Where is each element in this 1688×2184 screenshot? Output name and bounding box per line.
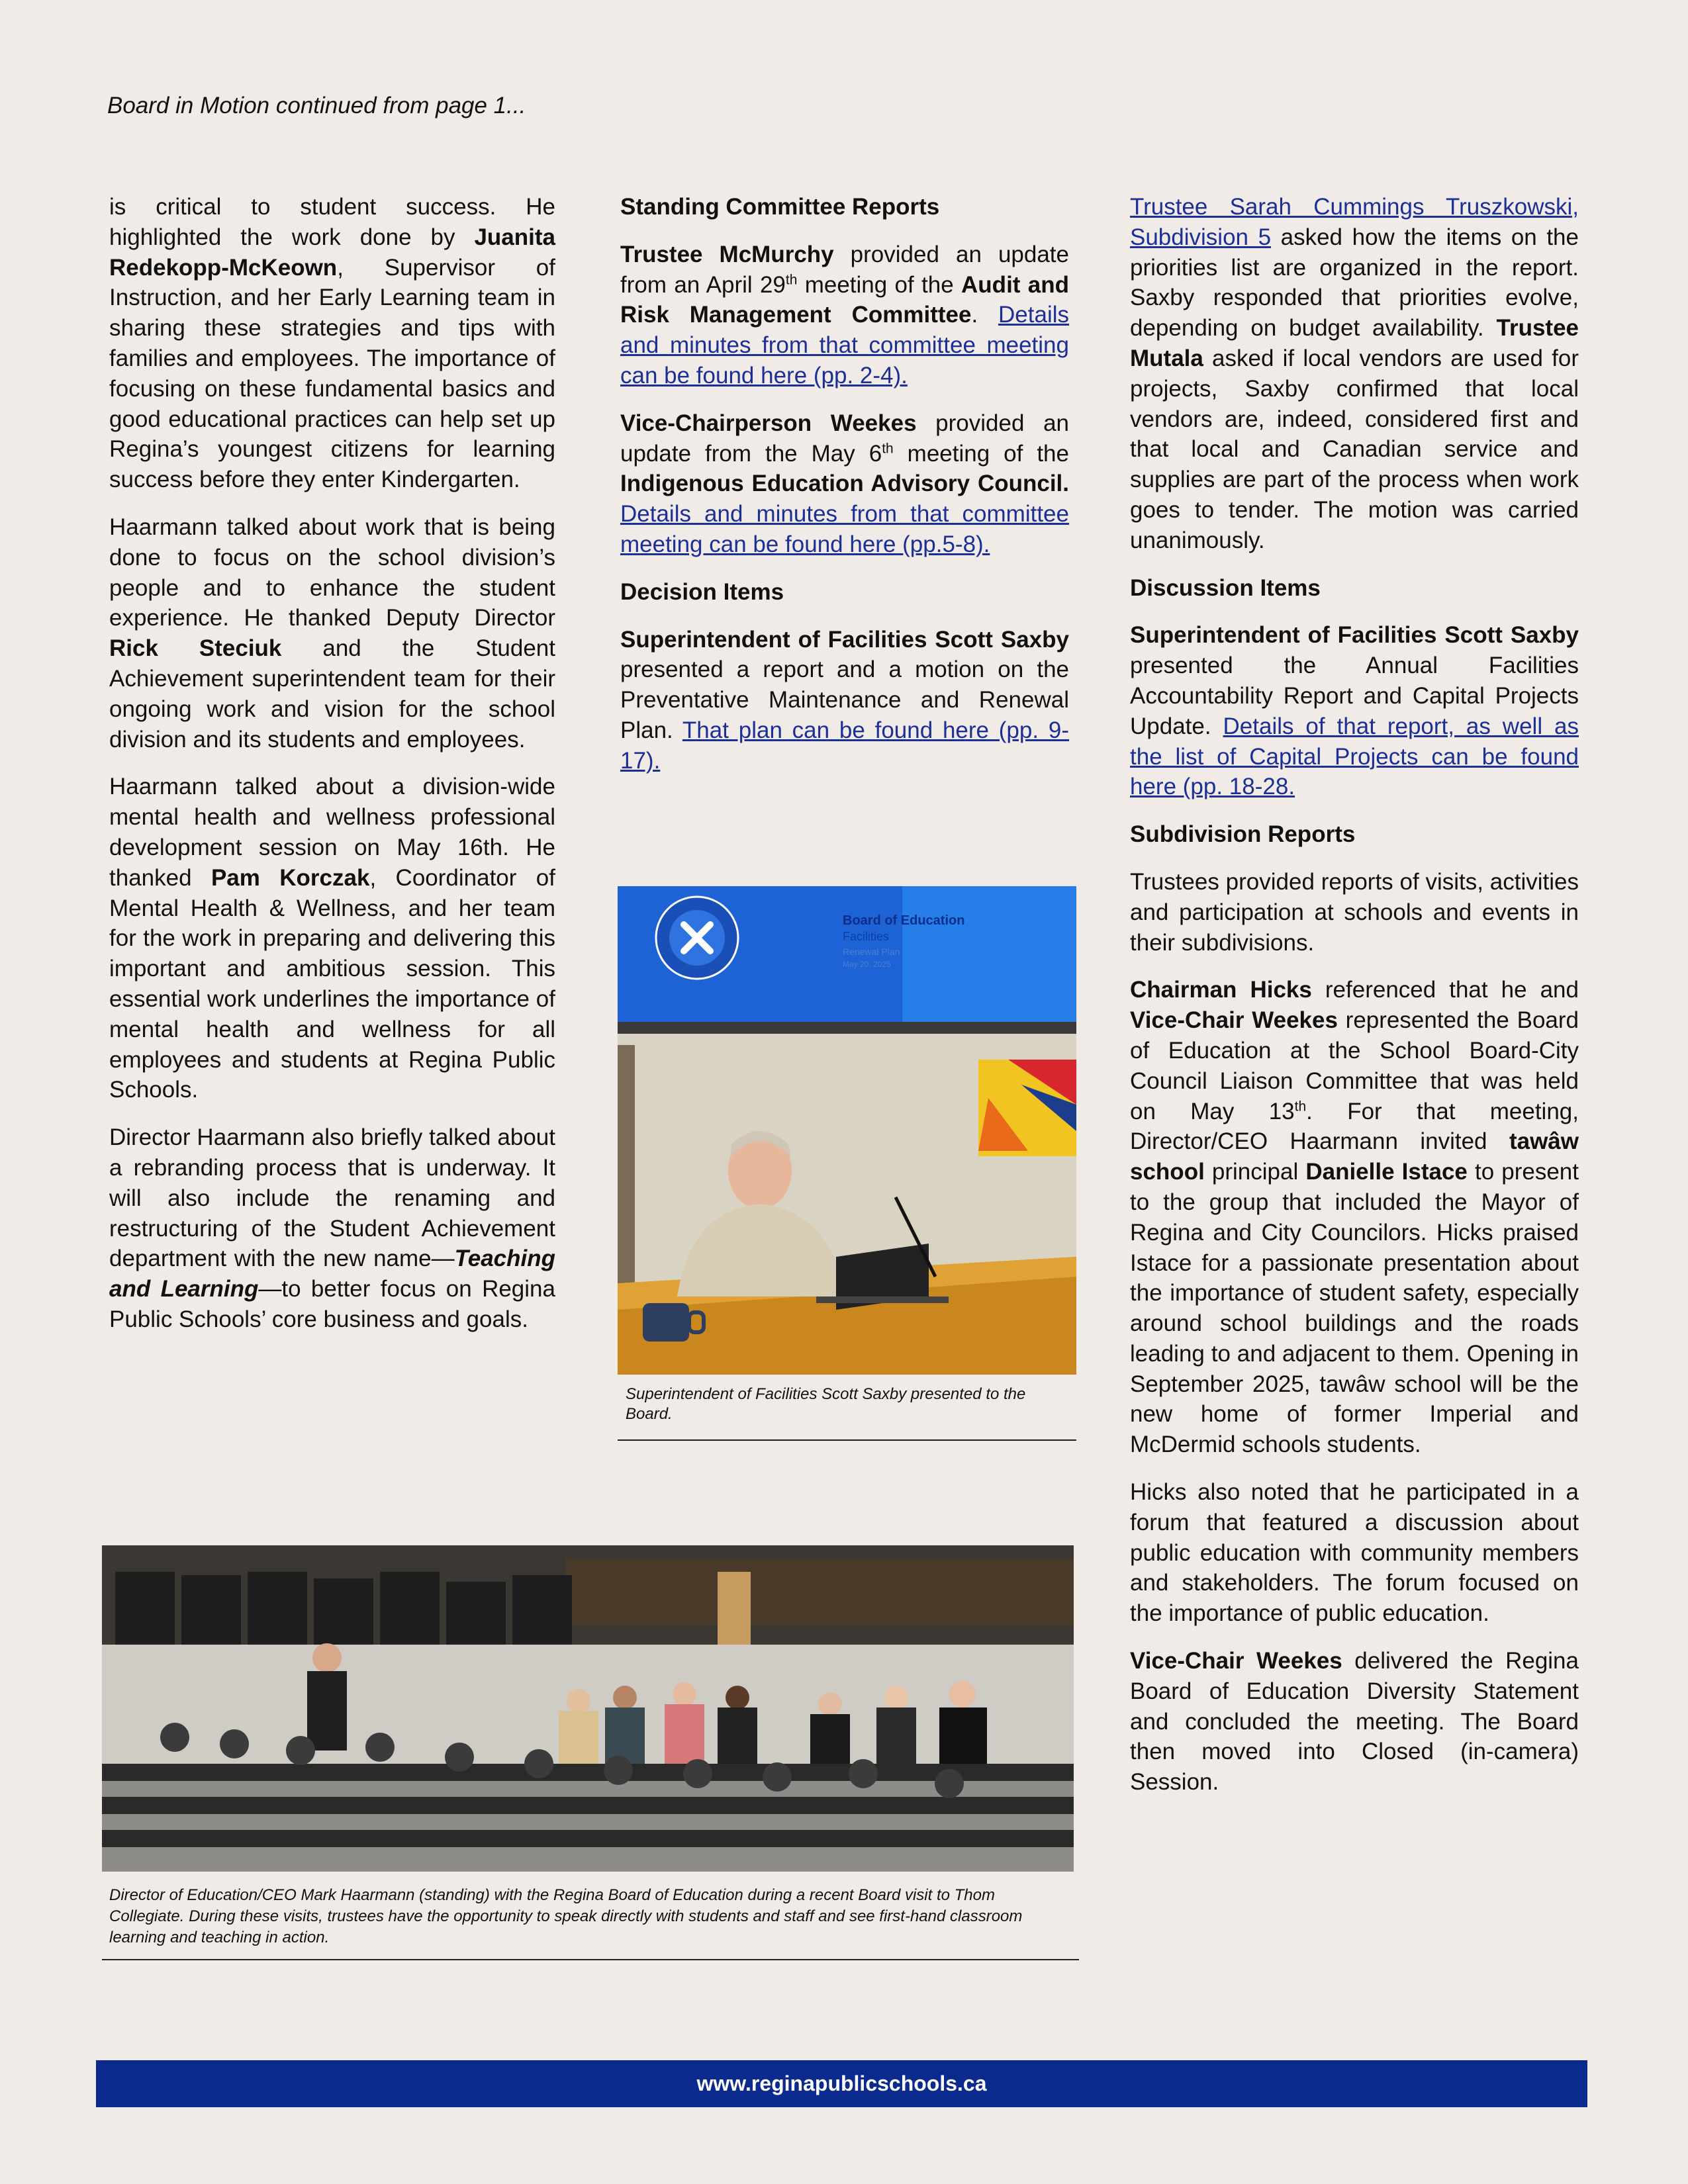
text-run: provided an update from an April 29 [620,241,1070,298]
paragraph [1130,867,1579,958]
text-run: asked if local vendors are used for projects, Saxby confirmed that local vendors are, indeed, considered first and that local and Canadian service and supplies are part of the process when work goes to tender. The motion was carried unanimously. [1130,345,1579,553]
paragraph [1130,1477,1579,1629]
details-link[interactable]: Details and minutes from that committee meeting can be found here (pp. 2-4). [620,302,1070,388]
text-run: Director Haarmann also briefly talked about a rebranding process that is underway. It will also include the renaming and restructuring of the Student Achievement department with the new name— [109,1124,555,1272]
details-link[interactable]: Trustee Sarah Cummings Truszkowski, Subdivision 5 [1130,194,1579,250]
text-run: Haarmann talked about work that is being done to focus on the school division’s people and to enhance the student experience. He thanked Deputy Director [109,514,555,631]
paragraph [1130,192,1579,556]
text-run: Haarmann talked about a division-wide mental health and wellness professional development session on May 16th. He thanked [109,774,555,891]
text-run: and the Student Achievement superintendent team for their ongoing work and vision for the school division and its students and employees. [109,635,555,752]
paragraph [620,408,1069,560]
slide-line: Facilities [843,930,890,943]
text-run: —to better focus on Regina Public Schools’ core business and goals. [109,1276,555,1332]
bold-name: Juanita Redekopp-McKeown [109,224,555,281]
text-run: . For that meeting, Director/CEO Haarmann invited [1130,1098,1579,1155]
text-run: presented the Annual Facilities Accountability Report and Capital Projects Update. [1130,653,1579,739]
paragraph [1130,1646,1579,1797]
text-run: meeting of the [797,271,962,298]
text-run: referenced that he and [1311,977,1579,1003]
text-run: . [971,302,999,328]
text-run: to present to the group that included the Mayor of Regina and City Councilors. Hicks praised Istace for a passionate presentation about the importance of student safety, especially around school buildings and the roads leading to and adjacent to them. Opening in September 2025, tawâw school will be the new home of former Imperial and McDermid schools students. [1130,1159,1579,1458]
continued-from-header: Board in Motion continued from page 1... [107,93,526,118]
bold-name: Rick Steciuk [109,635,282,662]
photo-saxby-presenting [618,886,1076,1375]
section-heading-discussion-items: Discussion Items [1130,574,1321,601]
paragraph [1130,975,1579,1460]
text-run: principal [1204,1159,1306,1185]
bold-name: Danielle Istace [1305,1159,1468,1185]
bold-name: Teaching and Learning [109,1246,555,1302]
ordinal-suffix: th [1294,1098,1307,1114]
text-run: provided an update from the May 6 [620,410,1069,467]
photo-caption-thom: Director of Education/CEO Mark Haarmann (standing) with the Regina Board of Education during a recent Board visit to Thom Collegiate. During these visits, trustees have the opportunity to speak directly with students and staff and see first-hand classroom learning and teaching in action. [109,1886,1023,1946]
bold-name: Indigenous Education Advisory Council. [620,471,1069,497]
text-run: is critical to student success. He highlighted the work done by [109,194,555,250]
paragraph [1130,620,1579,802]
footer-website-link[interactable]: www.reginapublicschools.ca [696,2071,987,2095]
ordinal-suffix: th [882,440,894,456]
text-run: presented a report and a motion on the Preventative Maintenance and Renewal Plan. [620,657,1069,743]
photo-caption-saxby: Superintendent of Facilities Scott Saxby presented to the Board. [626,1385,1026,1423]
paragraph [109,772,555,1105]
photo-illustration [618,886,1076,1375]
slide-title: Board of Education [843,913,965,928]
bold-name: Vice-Chairperson Weekes [620,410,917,436]
slide-line: May 20, 2025 [843,960,891,969]
text-run: Hicks also noted that he participated in a forum that featured a discussion about public education with community members and stakeholders. The forum focused on the importance of public education. [1130,1479,1579,1627]
text-run: represented the Board of Education at the School Board-City Council Liaison Committee that was held on May 13 [1130,1007,1579,1124]
bold-name: Pam Korczak [211,864,370,891]
column-middle [620,192,1069,794]
details-link[interactable]: Details and minutes from that committee meeting can be found here (pp.5-8). [620,501,1069,557]
text-run: Trustees provided reports of visits, activities and participation at schools and events in their subdivisions. [1130,868,1579,956]
bold-name: Superintendent of Facilities Scott Saxby [620,626,1069,653]
paragraph [109,512,555,754]
slide-line: Renewal Plan [843,946,900,957]
bold-name: Superintendent of Facilities Scott Saxby [1130,622,1579,649]
paragraph [109,1122,555,1335]
bold-name: Audit and Risk Management Committee [620,271,1069,328]
bold-name: Vice-Chair Weekes [1130,1007,1338,1034]
text-run: asked how the items on the priorities list are organized in the report. Saxby responded that priorities evolve, depending on budget availability. [1130,224,1579,341]
paragraph [109,192,555,495]
column-right [1130,192,1579,1815]
column-left [109,192,555,1352]
section-heading-subdivision-reports: Subdivision Reports [1130,821,1356,848]
caption-divider [618,1439,1076,1441]
photo-thom-collegiate-visit [102,1545,1074,1872]
bold-name: Vice-Chair Weekes [1130,1648,1342,1674]
details-link[interactable]: That plan can be found here (pp. 9-17). [620,717,1069,774]
footer-bar [96,2060,1587,2107]
bold-name: Trustee McMurchy [620,241,834,267]
paragraph [620,240,1069,391]
section-heading-decision-items: Decision Items [620,578,784,605]
photo-illustration [102,1545,1074,1872]
text-run: meeting of the [893,440,1069,467]
bold-name: tawâw school [1130,1128,1579,1185]
caption-divider [102,1959,1079,1960]
paragraph [620,625,1069,776]
details-link[interactable]: Details of that report, as well as the list of Capital Projects can be found here (pp. 18-28. [1130,713,1579,800]
bold-name: Chairman Hicks [1130,977,1312,1003]
text-run: , Supervisor of Instruction, and her Early Learning team in sharing these strategies and tips with families and employees. The importance of focusing on these fundamental basics and good educational practices can help set up Regina’s youngest citizens for learning success before they enter Kindergarten. [109,254,555,493]
section-heading-standing-committee: Standing Committee Reports [620,194,940,220]
text-run: , Coordinator of Mental Health & Wellness, and her team for the work in preparing and delivering this important and ambitious session. This essential work underlines the importance of mental health and wellness for all employees and students at Regina Public Schools. [109,864,555,1103]
ordinal-suffix: th [785,271,798,287]
bold-name: Trustee Mutala [1130,315,1579,371]
text-run: delivered the Regina Board of Education Diversity Statement and concluded the meeting. The Board then moved into Closed (in-camera) Session. [1130,1648,1579,1796]
